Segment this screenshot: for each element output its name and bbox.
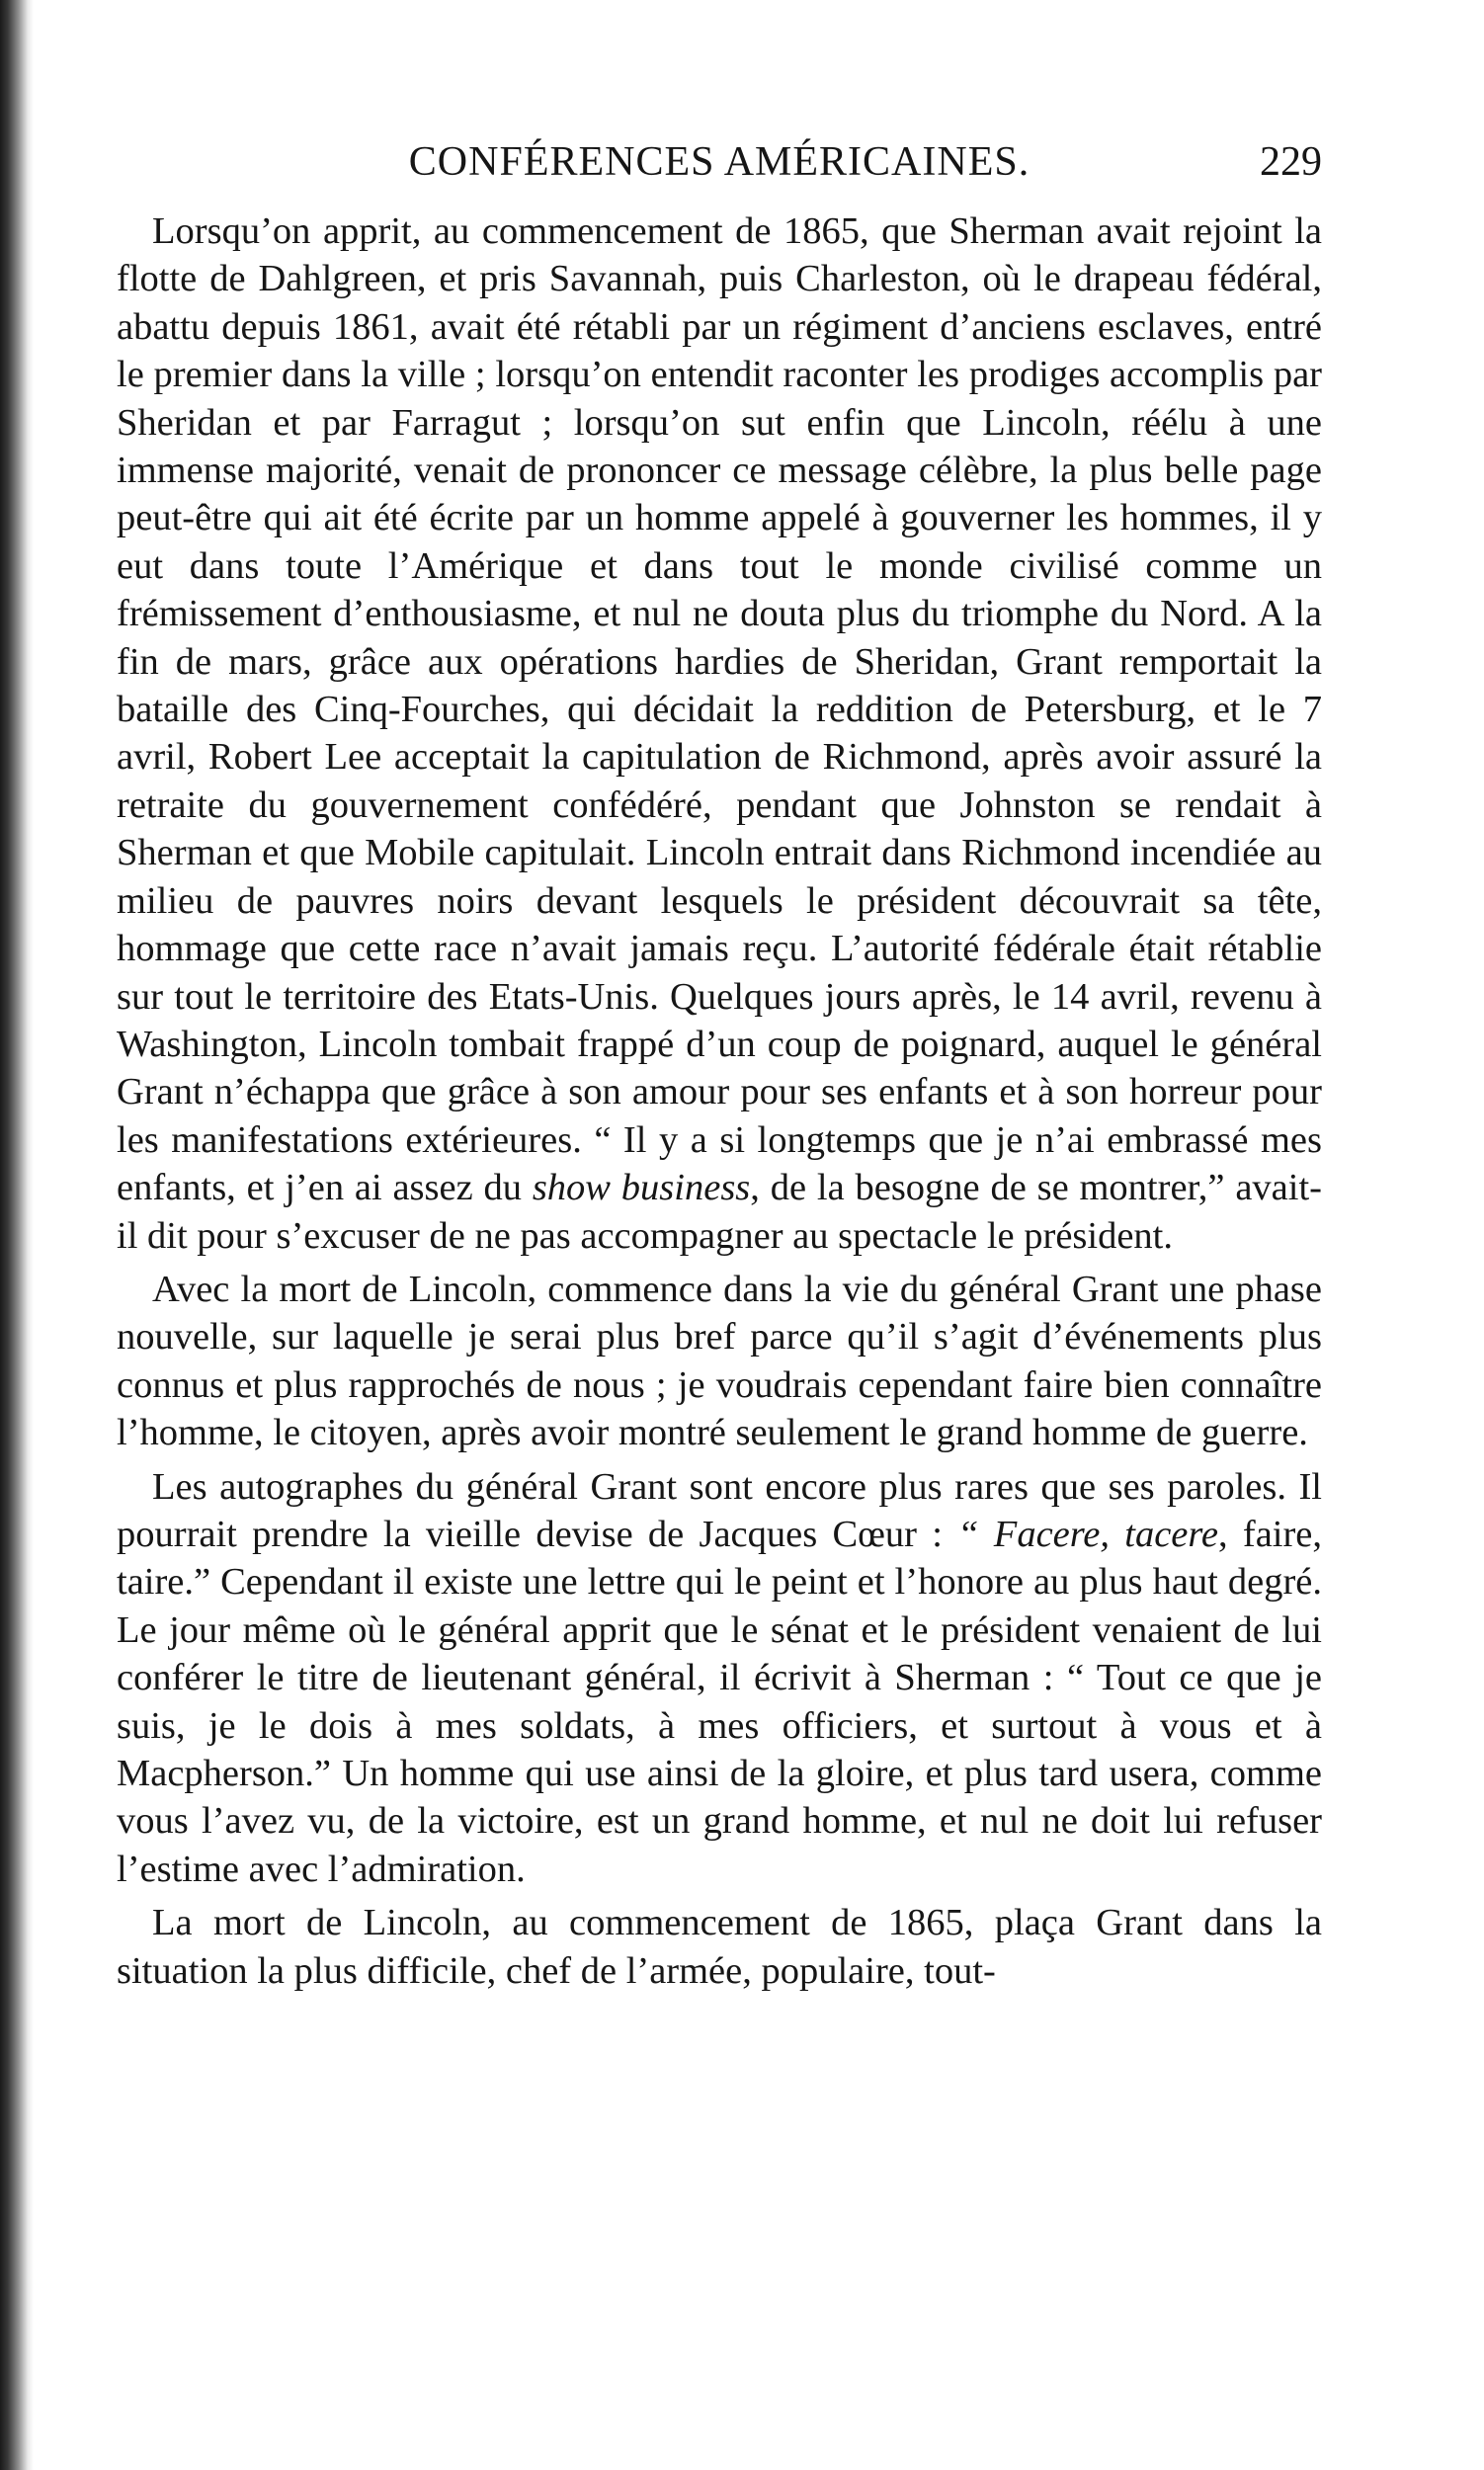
running-title: CONFÉRENCES AMÉRICAINES. — [408, 139, 1031, 185]
book-page — [117, 128, 1322, 2001]
paragraph-3-text: Les autographes du général Grant sont encore plus rares que ses paroles. Il pourrait prendre la vieille devise de Jacques Cœur : — [117, 1465, 1322, 1555]
paragraph-1-after: , de la besogne de se montrer,” avait-il dit pour s’excuser de ne pas accompagner au spectacle le président. — [117, 1167, 1322, 1257]
paragraph-4-text: La mort de Lincoln, au commencement de 1865, plaça Grant dans la situation la plus difficile, chef de l’armée, populaire, tout- — [117, 1902, 1322, 1992]
paragraph-1 — [117, 207, 1322, 1260]
paragraph-1-text: Lorsqu’on apprit, au commencement de 1865, que Sherman avait rejoint la flotte de Dahlgreen, et pris Savannah, puis Charleston, où le drapeau fédéral, abattu depuis 1861, avait été rétabli par un régiment d’anciens esclaves, entré le premier dans la ville ; lorsqu’on entendit raconter les prodiges accomplis par Sheridan et par Farragut ; lorsqu’on sut enfin que Lincoln, réélu à une immense majorité, venait de prononcer ce message célèbre, la plus belle page peut-être qui ait été écrite par un homme appelé à gouverner les hommes, il y eut dans toute l’Amérique et dans tout le monde civilisé comme un frémissement d’enthousiasme, et nul ne douta plus du triomphe du Nord. A la fin de mars, grâce aux opérations hardies de Sheridan, Grant remportait la bataille des Cinq-Fourches, qui décidait la reddition de Petersburg, et le 7 avril, Robert Lee acceptait la capitulation de Richmond, après avoir assuré la retraite du gouvernement confédéré, pendant que Johnston se rendait à Sherman et que Mobile capitulait. Lincoln entrait dans Richmond incendiée au milieu de pauvres noirs devant lesquels le président découvrait sa tête, hommage que cette race n’avait jamais reçu. L’autorité fédérale était rétablie sur tout le territoire des Etats-Unis. Quelques jours après, le 14 avril, revenu à Washington, Lincoln tombait frappé d’un coup de poignard, auquel le général Grant n’échappa que grâce à son amour pour ses enfants et à son horreur pour les manifestations extérieures. “ Il y a si longtemps que je n’ai embrassé mes enfants, et j’en ai assez du — [117, 210, 1322, 1209]
paragraph-3-italic: “ Facere, tacere — [957, 1513, 1219, 1555]
page-number: 229 — [1260, 139, 1322, 185]
paragraph-3 — [117, 1463, 1322, 1894]
scan-edge-shadow — [0, 0, 34, 2470]
running-head — [117, 128, 1322, 207]
paragraph-2-text: Avec la mort de Lincoln, commence dans la vie du général Grant une phase nouvelle, sur laquelle je serai plus bref parce qu’il s’agit d’événements plus connus et plus rapprochés de nous ; je voudrais cependant faire bien connaître l’homme, le citoyen, après avoir montré seulement le grand homme de guerre. — [117, 1268, 1322, 1454]
paragraph-2 — [117, 1266, 1322, 1457]
paragraph-4 — [117, 1899, 1322, 1995]
body-text — [117, 207, 1322, 1995]
paragraph-1-italic: show business — [532, 1167, 751, 1209]
paragraph-3-after: , faire, taire.” Cependant il existe une lettre qui le peint et l’honore au plus haut degré. Le jour même où le général apprit que le sénat et le président venaient de lui conférer le titre de lieutenant général, il écrivit à Sherman : “ Tout ce que je suis, je le dois à mes soldats, à mes officiers, et surtout à vous et à Macpherson.” Un homme qui use ainsi de la gloire, et plus tard usera, comme vous l’avez vu, de la victoire, est un grand homme, et nul ne doit lui refuser l’estime avec l’admiration. — [117, 1513, 1323, 1890]
